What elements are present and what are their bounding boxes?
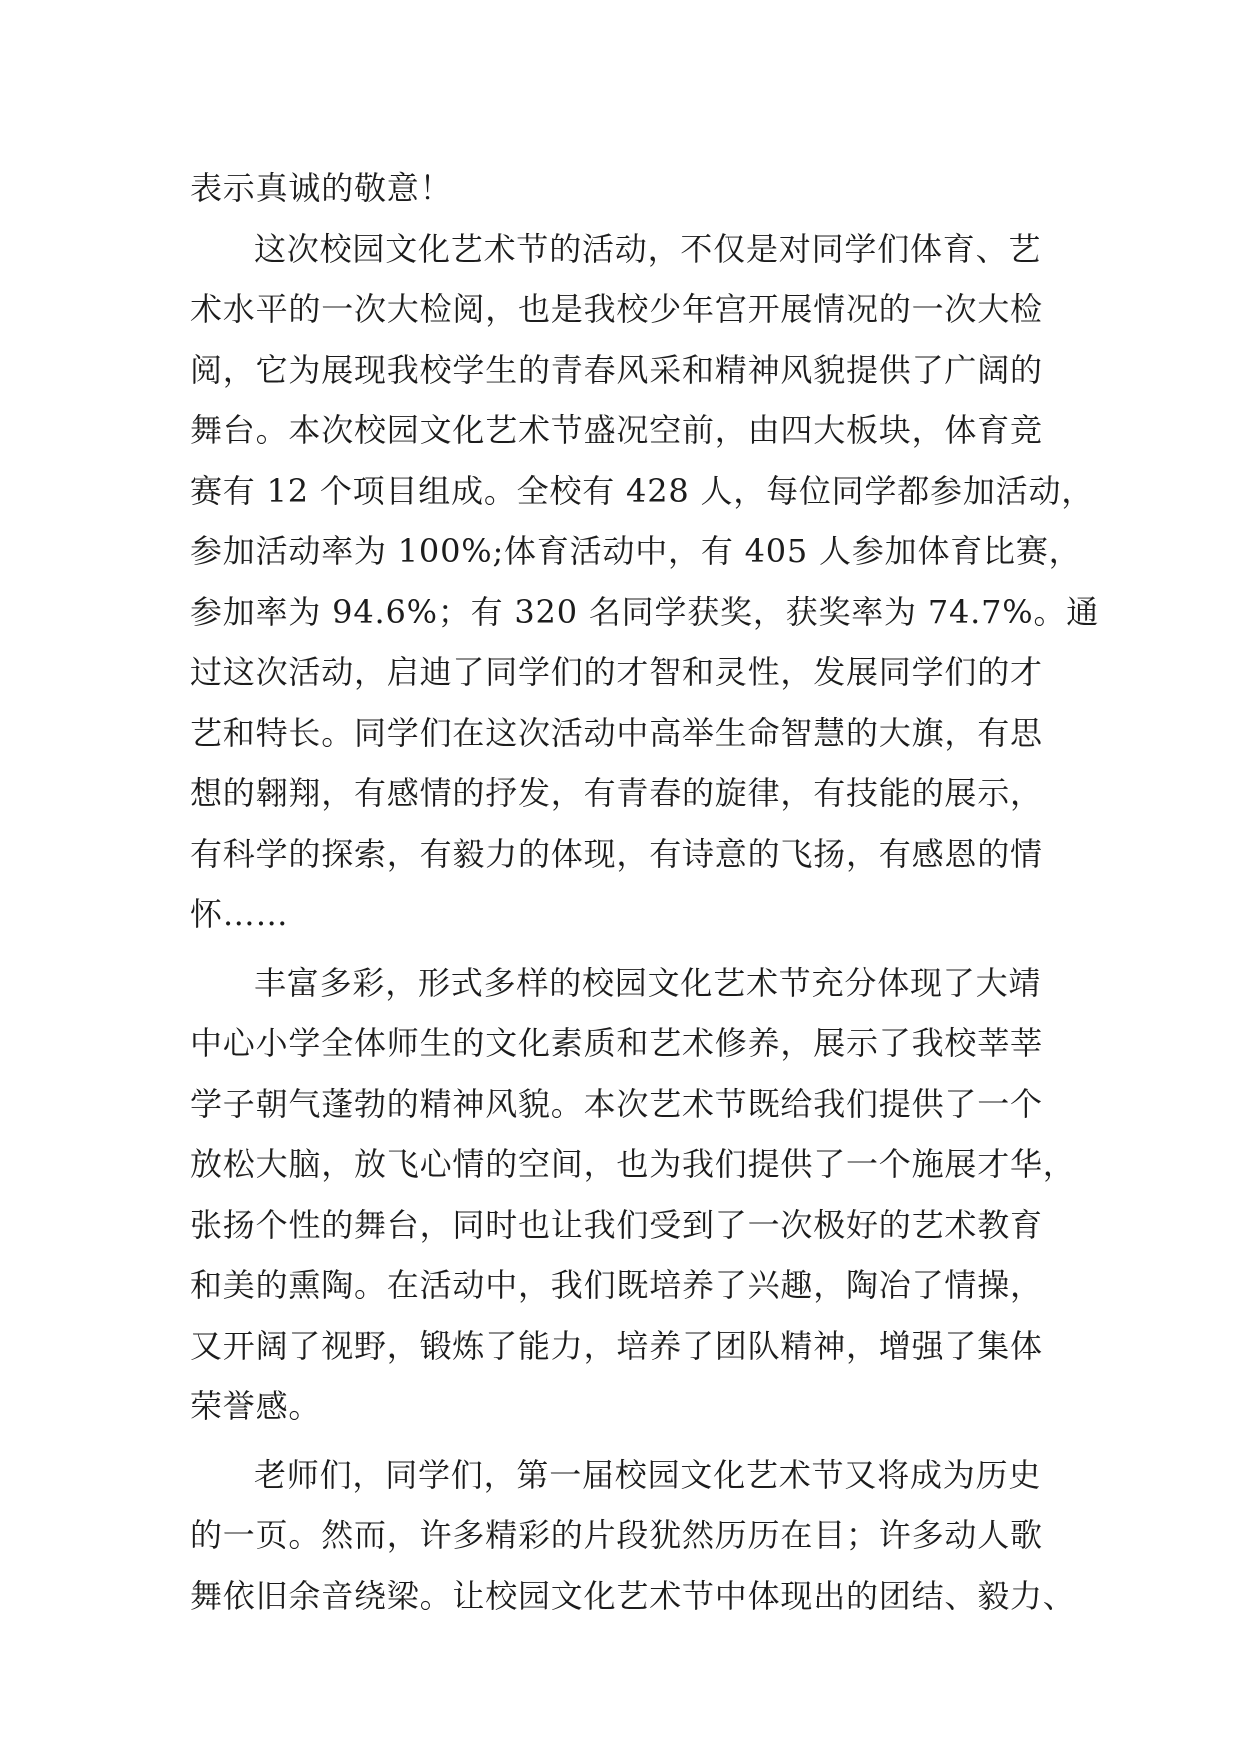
text-line: 有科学的探索，有毅力的体现，有诗意的飞扬，有感恩的情 [190, 834, 1043, 873]
text-line: 这次校园文化艺术节的活动，不仅是对同学们体育、艺 [254, 229, 1042, 268]
text-line: 阅，它为展现我校学生的青春风采和精神风貌提供了广阔的 [190, 350, 1043, 389]
text-line: 放松大脑，放飞心情的空间，也为我们提供了一个施展才华， [190, 1145, 1076, 1183]
text-line: 学子朝气蓬勃的精神风貌。本次艺术节既给我们提供了一个 [190, 1084, 1043, 1123]
paragraph-gap [190, 945, 1066, 953]
text-line: 术水平的一次大检阅，也是我校少年宫开展情况的一次大检 [190, 290, 1043, 328]
text-line: 荣誉感。 [190, 1387, 322, 1425]
text-line: 想的翱翔，有感情的抒发，有青春的旋律，有技能的展示， [190, 774, 1043, 812]
text-line: 艺和特长。同学们在这次活动中高举生命智慧的大旗，有思 [190, 713, 1043, 752]
paragraph-gap [190, 1437, 1066, 1445]
text-line: 怀…… [190, 895, 289, 933]
text-line: 和美的熏陶。在活动中，我们既培养了兴趣，陶冶了情操， [190, 1266, 1043, 1304]
text-line: 丰富多彩，形式多样的校园文化艺术节充分体现了大靖 [254, 963, 1042, 1002]
text-line: 舞依旧余音绕梁。让校园文化艺术节中体现出的团结、毅力、 [190, 1576, 1076, 1615]
text-line: 参加率为 94.6%；有 320 名同学获奖，获奖率为 74.7%。通 [190, 592, 1100, 631]
text-line: 中心小学全体师生的文化素质和艺术修养，展示了我校莘莘 [190, 1024, 1043, 1062]
text-line: 参加活动率为 100%;体育活动中，有 405 人参加体育比赛， [190, 532, 1082, 570]
text-line: 老师们，同学们，第一届校园文化艺术节又将成为历史 [254, 1455, 1042, 1494]
text-line: 的一页。然而，许多精彩的片段犹然历历在目；许多动人歌 [190, 1516, 1043, 1554]
text-line: 舞台。本次校园文化艺术节盛况空前，由四大板块，体育竞 [190, 411, 1043, 449]
text-line: 张扬个性的舞台，同时也让我们受到了一次极好的艺术教育 [190, 1205, 1043, 1244]
text-line: 赛有 12 个项目组成。全校有 428 人，每位同学都参加活动， [190, 471, 1095, 510]
text-line: 过这次活动，启迪了同学们的才智和灵性，发展同学们的才 [190, 653, 1043, 691]
body-text [190, 158, 1100, 1626]
text-line: 又开阔了视野，锻炼了能力，培养了团队精神，增强了集体 [190, 1326, 1043, 1365]
text-line: 表示真诚的敬意！ [190, 169, 453, 207]
